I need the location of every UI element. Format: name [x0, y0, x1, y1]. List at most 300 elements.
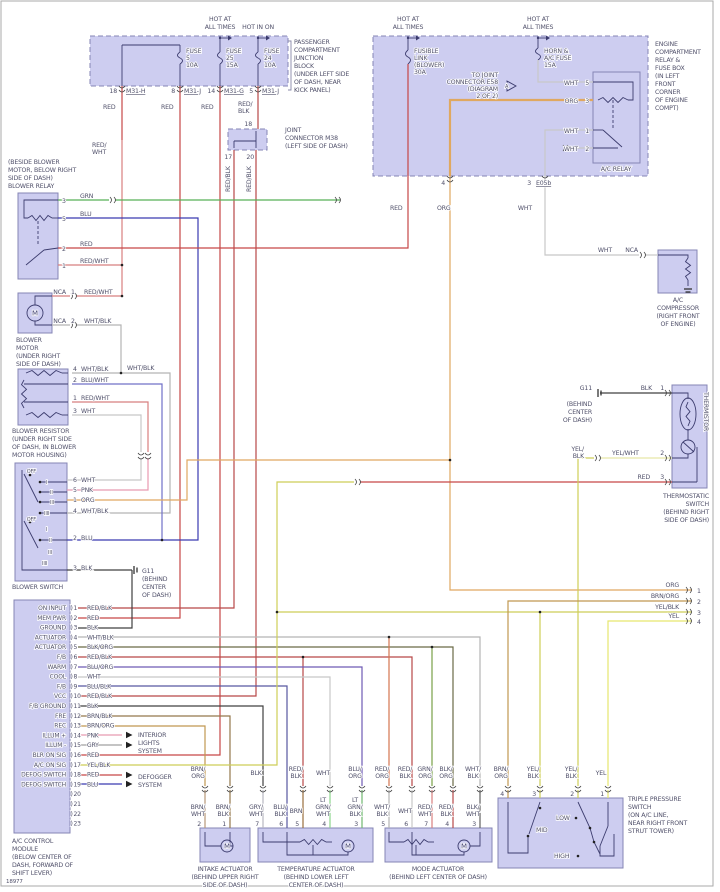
diagram-label-45: RED/BLK: [246, 166, 253, 192]
diagram-label-147: CENTER: [142, 584, 166, 591]
motor-icon-3: M: [461, 842, 467, 851]
diagram-label-242: 1: [660, 385, 664, 392]
acm-wire-label-14: PNK: [87, 732, 99, 740]
diagram-label-219: 4: [445, 821, 449, 828]
diagram-label-213: 5: [295, 821, 299, 828]
diagram-label-13: FUSE: [264, 48, 280, 55]
diagram-label-9: 10A: [186, 62, 198, 69]
acm-pin-number-18: 18: [73, 771, 81, 779]
diagram-label-64: 2: [585, 146, 589, 153]
diagram-label-84: COMPRESSOR: [657, 305, 699, 312]
junction-dot-3: [161, 539, 164, 542]
diagram-label-131: BLU: [81, 535, 93, 542]
acm-pin-name-8: COOL: [49, 673, 66, 681]
diagram-label-10: FUSE: [226, 48, 242, 55]
diagram-label-49: 30A: [414, 69, 426, 76]
diagram-label-136: II: [50, 490, 53, 496]
diagram-label-82: NCA: [625, 247, 638, 254]
acm-pin-name-10: VCC: [53, 693, 66, 701]
diagram-label-214: 4: [322, 821, 326, 828]
diagram-label-85: (RIGHT FRONT: [656, 313, 700, 320]
diagram-label-240: STRUT TOWER): [628, 828, 674, 835]
diagram-label-255: SWITCH: [685, 501, 709, 508]
blower-switch: [15, 463, 67, 581]
diagram-label-22: KICK PANEL): [294, 87, 331, 94]
junction-dot-6: [539, 611, 542, 614]
diagram-label-201: BLK: [376, 811, 388, 818]
diagram-label-19: BLOCK: [294, 63, 314, 70]
diagram-label-81: WHT: [597, 247, 612, 254]
diagram-label-152: DEFOGGER: [138, 774, 172, 781]
diagram-label-42: CONNECTOR M38: [285, 135, 338, 142]
diagram-label-237: SWITCH: [628, 804, 652, 811]
diagram-label-67: COMPARTMENT: [655, 49, 701, 56]
diagram-label-198: GRN/: [347, 804, 363, 811]
diagram-label-206: BLK: [440, 811, 452, 818]
diagram-label-169: ORG: [375, 773, 389, 780]
acm-pin-number-22: 22: [73, 810, 81, 818]
diagram-label-138: IIII: [44, 511, 50, 517]
diagram-label-51: A/C FUSE: [544, 55, 572, 62]
blower-resistor: [18, 369, 68, 425]
acm-pin-number-6: 6: [73, 654, 78, 661]
diagram-label-68: RELAY &: [655, 57, 681, 64]
diagram-label-47: LINK: [414, 55, 428, 62]
acm-pin-name-13: REC: [54, 722, 66, 730]
diagram-label-34: RED/: [238, 101, 253, 108]
diagram-label-11: 25: [226, 55, 234, 62]
diagram-label-77: ORG: [437, 205, 451, 212]
diagram-label-126: 1: [73, 497, 77, 504]
motor-icon-2: M: [345, 842, 351, 851]
diagram-label-178: BRN/: [493, 766, 509, 773]
diagram-label-39: 17: [224, 154, 232, 161]
diagram-label-125: PNK: [81, 487, 93, 494]
acm-pin-number-23: 23: [73, 820, 81, 828]
acm-wire-label-7: BLU/ORG: [87, 663, 114, 671]
diagram-label-265: 4: [697, 619, 701, 626]
diagram-label-40: 20: [246, 154, 254, 161]
motor-icon-0: M: [32, 309, 38, 318]
acm-pin-bracket-15: ): [70, 742, 73, 750]
acm-wire-label-16: RED: [87, 752, 100, 759]
feed-dot-0: [219, 37, 221, 39]
diagram-label-236: TRIPLE PRESSURE: [628, 796, 682, 803]
diagram-label-38: 18: [244, 121, 252, 128]
diagram-label-100: 1: [71, 289, 75, 296]
diagram-label-46: FUSIBLE: [414, 48, 439, 55]
feed-dot-1: [257, 37, 259, 39]
diagram-label-54: CONNECTOR E58: [446, 79, 498, 86]
diagram-label-168: RED/: [374, 766, 390, 773]
junction-dot-17: [39, 491, 42, 494]
acm-wire-label-15: GRY: [87, 742, 99, 750]
diagram-label-215: 3: [354, 821, 358, 828]
junction-dot-1: [121, 295, 124, 298]
diagram-label-154: A/C CONTROL: [12, 838, 54, 845]
diagram-label-191: BLU/: [273, 804, 287, 811]
diagram-label-62: 1: [585, 128, 589, 135]
acm-pin-number-3: 3: [73, 624, 78, 632]
acm-wire-label-8: WHT: [87, 673, 101, 681]
junction-dot-9: [431, 646, 434, 649]
diagram-label-21: OF DASH, NEAR: [294, 79, 341, 86]
diagram-label-208: WHT: [465, 811, 481, 818]
diagram-label-153: SYSTEM: [138, 782, 162, 789]
acm-pin-bracket-9: ): [70, 683, 73, 691]
acm-pin-bracket-7: ): [70, 663, 73, 671]
diagram-label-251: CENTER: [568, 409, 592, 416]
acm-pin-name-16: BLR ON SIG: [32, 752, 66, 759]
diagram-label-105: BLOWER: [16, 337, 42, 344]
acm-pin-bracket-23: ): [70, 820, 73, 828]
acm-pin-bracket-21: ): [70, 801, 73, 808]
acm-pin-number-16: 16: [73, 752, 81, 759]
diagram-label-56: 2 OF 2): [476, 93, 498, 100]
diagram-label-228: INTAKE ACTUATOR: [197, 866, 253, 873]
diagram-label-187: BRN/: [215, 804, 231, 811]
acm-pin-name-19: DEFOG SWITCH: [21, 781, 66, 789]
diagram-label-35: BLK: [238, 108, 250, 115]
acm-pin-number-13: 13: [73, 722, 81, 730]
diagram-label-247: RED: [637, 474, 650, 481]
diagram-label-74: COMPT): [655, 105, 679, 112]
diagram-label-114: RED/WHT: [81, 395, 110, 402]
diagram-label-179: ORG: [494, 773, 508, 780]
diagram-label-27: 14: [207, 88, 215, 95]
acm-pin-name-3: GROUND: [39, 624, 66, 632]
diagram-label-249: G11: [579, 385, 592, 392]
diagram-label-115: 3: [73, 408, 77, 415]
diagram-label-63: WHT: [563, 146, 578, 153]
diagram-label-110: WHT/BLK: [81, 366, 109, 373]
diagram-label-150: LIGHTS: [138, 740, 160, 747]
diagram-label-170: RED/: [397, 766, 413, 773]
diagram-label-122: 6: [73, 477, 77, 484]
diagram-label-231: TEMPERATURE ACTUATOR: [277, 866, 355, 873]
junction-dot-19: [39, 512, 42, 515]
diagram-label-266: A: [505, 84, 509, 90]
diagram-label-212: 6: [279, 821, 283, 828]
diagram-label-106: MOTOR: [16, 345, 39, 352]
acm-pin-number-19: 19: [73, 781, 81, 789]
diagram-label-52: 15A: [544, 62, 556, 69]
diagram-label-53: TO JOINT: [471, 72, 498, 79]
diagram-label-145: G11: [142, 568, 155, 575]
diagram-label-174: BLK/: [439, 766, 453, 773]
acm-pin-number-10: 10: [73, 693, 81, 701]
diagram-label-222: 3: [532, 791, 536, 798]
diagram-label-229: (BEHIND UPPER RIGHT: [191, 874, 259, 881]
diagram-label-166: BLU/: [348, 766, 362, 773]
acm-wire-label-4: WHT/BLK: [87, 634, 114, 642]
acm-pin-bracket-6: ): [70, 654, 73, 661]
diagram-label-232: (BEHIND LOWER LEFT: [283, 874, 349, 881]
diagram-label-69: FUSE BOX: [655, 65, 685, 72]
diagram-label-104: WHT/BLK: [84, 318, 112, 325]
diagram-label-159: 18977: [6, 879, 23, 885]
acm-pin-bracket-14: ): [70, 732, 73, 740]
diagram-label-89: SIDE OF DASH): [8, 175, 53, 182]
acm-pin-bracket-16: ): [70, 752, 73, 759]
diagram-label-244: BLK: [572, 453, 584, 460]
diagram-label-61: WHT: [563, 128, 578, 135]
diagram-label-204: WHT: [417, 811, 433, 818]
diagram-label-183: BLK: [565, 773, 577, 780]
diagram-label-162: BLK: [250, 770, 262, 777]
diagram-label-7: FUSE: [186, 48, 202, 55]
diagram-label-167: ORG: [348, 773, 362, 780]
diagram-label-221: 4: [500, 791, 504, 798]
diagram-label-5: HOT AT: [527, 16, 549, 23]
diagram-label-128: 4: [73, 508, 77, 515]
acm-pin-number-5: 5: [73, 644, 78, 652]
diagram-label-186: WHT: [190, 811, 206, 818]
diagram-label-164: BLK: [290, 773, 302, 780]
acm-pin-name-18: DEFOG SWITCH: [21, 771, 66, 779]
diagram-label-181: BLK: [527, 773, 539, 780]
diagram-label-92: GRN: [80, 193, 94, 200]
diagram-label-171: BLK: [399, 773, 411, 780]
feed-dot-3: [537, 37, 539, 39]
diagram-label-262: YEL/BLK: [655, 604, 679, 611]
diagram-label-111: 2: [73, 377, 77, 384]
diagram-label-3: HOT AT: [397, 16, 419, 23]
diagram-label-233: CENTER OF DASH): [288, 882, 344, 889]
acm-pin-number-20: 20: [73, 791, 81, 799]
acm-pin-name-7: WARM: [47, 663, 66, 671]
diagram-label-60: 3: [585, 98, 589, 105]
diagram-label-258: ORG: [665, 582, 679, 589]
diagram-label-32: RED: [161, 104, 174, 111]
diagram-label-83: A/C: [672, 297, 684, 304]
junction-dot-4: [449, 459, 452, 462]
diagram-label-98: RED/WHT: [80, 258, 109, 265]
diagram-label-194: LT: [319, 797, 327, 804]
diagram-label-14: 24: [264, 55, 272, 62]
acm-pin-number-1: 1: [73, 605, 78, 612]
acm-pin-bracket-2: ): [70, 614, 73, 622]
diagram-label-123: WHT: [81, 477, 96, 484]
diagram-label-143: IIII: [42, 561, 48, 567]
diagram-label-203: RED/: [417, 804, 433, 811]
diagram-label-1: ALL TIMES: [204, 24, 236, 31]
diagram-label-188: BLK: [217, 811, 229, 818]
diagram-label-6: ALL TIMES: [522, 24, 554, 31]
acm-pin-name-2: MEM PWR: [37, 614, 66, 622]
diagram-label-102: NCA: [53, 318, 66, 325]
diagram-label-37: WHT: [92, 149, 107, 156]
diagram-label-141: II: [49, 538, 52, 544]
diagram-label-66: ENGINE: [655, 41, 678, 48]
diagram-label-185: BRN/: [190, 804, 206, 811]
diagram-label-28: M31-G: [224, 88, 244, 95]
acm-pin-bracket-1: ): [70, 605, 73, 612]
junction-dot-10: [527, 835, 530, 838]
junction-dot-11: [539, 807, 542, 810]
diagram-label-224: 1: [600, 791, 604, 798]
diagram-label-260: BRN/ORG: [650, 593, 679, 600]
diagram-label-36: RED/: [92, 142, 107, 149]
ac-compressor: [658, 250, 697, 293]
diagram-label-151: SYSTEM: [138, 748, 162, 755]
diagram-label-175: ORG: [439, 773, 453, 780]
junction-dot-8: [388, 636, 391, 639]
acm-wire-label-18: RED: [87, 771, 100, 779]
diagram-label-55: (DIAGRAM: [467, 86, 498, 93]
acm-pin-bracket-13: ): [70, 722, 73, 730]
diagram-label-146: (BEHIND: [142, 576, 168, 583]
acm-pin-number-7: 7: [73, 663, 78, 671]
diagram-label-71: FRONT: [655, 81, 676, 88]
diagram-label-165: WHT: [315, 770, 331, 777]
diagram-label-160: BRN/: [190, 766, 206, 773]
acm-pin-number-17: 17: [73, 761, 81, 769]
junction-dot-20: [39, 539, 42, 542]
diagram-label-76: RED: [390, 205, 403, 212]
acm-pin-bracket-10: ): [70, 693, 73, 701]
diagram-label-172: GRN/: [417, 766, 433, 773]
diagram-label-48: (BLOWER): [414, 62, 445, 69]
diagram-label-86: OF ENGINE): [660, 321, 696, 328]
diagram-label-190: WHT: [248, 811, 264, 818]
acm-pin-bracket-22: ): [70, 810, 73, 818]
acm-pin-bracket-17: ): [70, 761, 73, 769]
diagram-label-30: M31-J: [262, 88, 279, 95]
diagram-label-70: (IN LEFT: [655, 73, 680, 80]
diagram-label-41: JOINT: [285, 127, 302, 134]
acm-pin-number-14: 14: [73, 732, 81, 740]
acm-pin-number-9: 9: [73, 683, 78, 691]
diagram-label-57: WHT: [563, 80, 578, 87]
diagram-label-211: 7: [255, 821, 259, 828]
diagram-label-180: YEL/: [526, 766, 540, 773]
acm-pin-bracket-5: ): [70, 644, 73, 652]
diagram-label-137: III: [50, 500, 54, 506]
junction-dot-2: [120, 372, 123, 375]
acm-pin-name-6: F/B: [56, 654, 66, 661]
diagram-label-87: (BESIDE BLOWER: [8, 159, 60, 166]
diagram-label-23: 18: [109, 88, 117, 95]
diagram-label-117: WHT/BLK: [127, 365, 155, 372]
motor-icon-1: M: [224, 842, 230, 851]
diagram-label-241: BLK: [640, 385, 652, 392]
diagram-label-223: 2: [570, 791, 574, 798]
acm-pin-number-4: 4: [73, 634, 78, 642]
junction-dot-7: [302, 656, 305, 659]
diagram-label-133: BLK: [81, 565, 93, 572]
diagram-label-216: 5: [381, 821, 385, 828]
diagram-label-193: BRN: [289, 808, 303, 815]
diagram-label-72: CORNER: [655, 89, 681, 96]
acm-wire-label-3: BLK: [87, 624, 98, 632]
diagram-label-24: M31-H: [126, 88, 146, 95]
diagram-label-95: 2: [62, 246, 66, 253]
diagram-label-176: WHT/: [464, 766, 482, 773]
diagram-label-163: RED/: [288, 766, 304, 773]
diagram-label-107: (UNDER RIGHT: [16, 353, 61, 360]
diagram-label-158: SHIFT LEVER): [12, 870, 53, 877]
diagram-label-245: YEL/WHT: [612, 450, 639, 457]
diagram-label-73: OF ENGINE: [655, 97, 688, 104]
diagram-label-205: RED/: [438, 804, 454, 811]
acm-pin-number-21: 21: [73, 801, 81, 808]
diagram-label-93: 5: [62, 216, 66, 223]
diagram-label-12: 15A: [226, 62, 238, 69]
diagram-label-17: COMPARTMENT: [294, 47, 340, 54]
diagram-label-18: JUNCTION: [294, 55, 324, 62]
diagram-label-120: OF DASH, IN BLOWER: [12, 444, 77, 451]
diagram-label-103: 2: [71, 318, 75, 325]
diagram-label-0: HOT AT: [209, 16, 231, 23]
diagram-label-15: 10A: [264, 62, 276, 69]
diagram-label-257: SIDE OF DASH): [664, 517, 709, 524]
junction-dot-18: [39, 501, 42, 504]
acm-pin-bracket-20: ): [70, 791, 73, 799]
thermostatic-switch: [672, 385, 707, 488]
diagram-label-25: 8: [171, 88, 175, 95]
diagram-label-161: ORG: [191, 773, 205, 780]
diagram-label-207: BLK/: [466, 804, 480, 811]
diagram-label-155: MODULE: [12, 846, 38, 853]
feed-dot-2: [407, 37, 409, 39]
diagram-label-218: 7: [424, 821, 428, 828]
acm-pin-name-1: ON INPUT: [38, 605, 66, 612]
acm-pin-name-9: F/B: [56, 683, 66, 691]
acm-pin-bracket-4: ): [70, 634, 73, 642]
diagram-label-79: E05b: [536, 180, 552, 187]
diagram-label-157: DASH, FORWARD OF: [12, 862, 73, 869]
acm-wire-label-19: BLU: [87, 781, 99, 789]
diagram-label-44: RED/BLK: [225, 166, 232, 192]
diagram-label-217: 6: [404, 821, 408, 828]
acm-pin-bracket-3: ): [70, 624, 73, 632]
diagram-label-149: INTERIOR: [138, 732, 167, 739]
diagram-label-135: I: [46, 480, 48, 486]
acm-wire-label-9: BLU/BLK: [87, 683, 111, 691]
diagram-label-116: WHT: [81, 408, 96, 415]
diagram-label-246: 2: [660, 450, 664, 457]
acm-pin-bracket-19: ): [70, 781, 73, 789]
diagram-label-195: GRN/: [315, 804, 331, 811]
diagram-label-196: WHT: [315, 811, 331, 818]
acm-pin-name-4: ACTUATOR: [34, 634, 66, 642]
diagram-label-189: GRY/: [249, 804, 263, 811]
diagram-label-121: MOTOR HOUSING): [12, 452, 67, 459]
acm-pin-number-11: 11: [73, 703, 81, 710]
junction-dot-0: [121, 264, 124, 267]
diagram-label-20: (UNDER LEFT SIDE: [294, 71, 350, 78]
diagram-label-58: 5: [585, 80, 589, 87]
diagram-label-263: 3: [697, 610, 701, 617]
acm-pin-name-15: ILLUM -: [45, 742, 66, 750]
acm-wire-label-1: RED/BLK: [87, 605, 112, 612]
diagram-label-238: (ON A/C LINE,: [628, 812, 669, 819]
diagram-label-4: ALL TIMES: [392, 24, 424, 31]
diagram-label-192: BLK: [274, 811, 286, 818]
diagram-label-88: MOTOR, BELOW RIGHT: [8, 167, 77, 174]
diagram-label-75: 4: [441, 180, 445, 187]
diagram-label-226: LOW: [556, 815, 570, 822]
diagram-label-156: (BELOW CENTER OF: [12, 854, 72, 861]
junction-dot-12: [589, 827, 592, 830]
diagram-label-59: ORG: [564, 98, 578, 105]
diagram-label-113: 1: [73, 395, 77, 402]
junction-dot-5: [276, 611, 279, 614]
diagram-label-199: BLK: [349, 811, 361, 818]
diagram-label-132: 3: [73, 565, 77, 572]
diagram-label-230: SIDE OF DASH): [202, 882, 248, 889]
